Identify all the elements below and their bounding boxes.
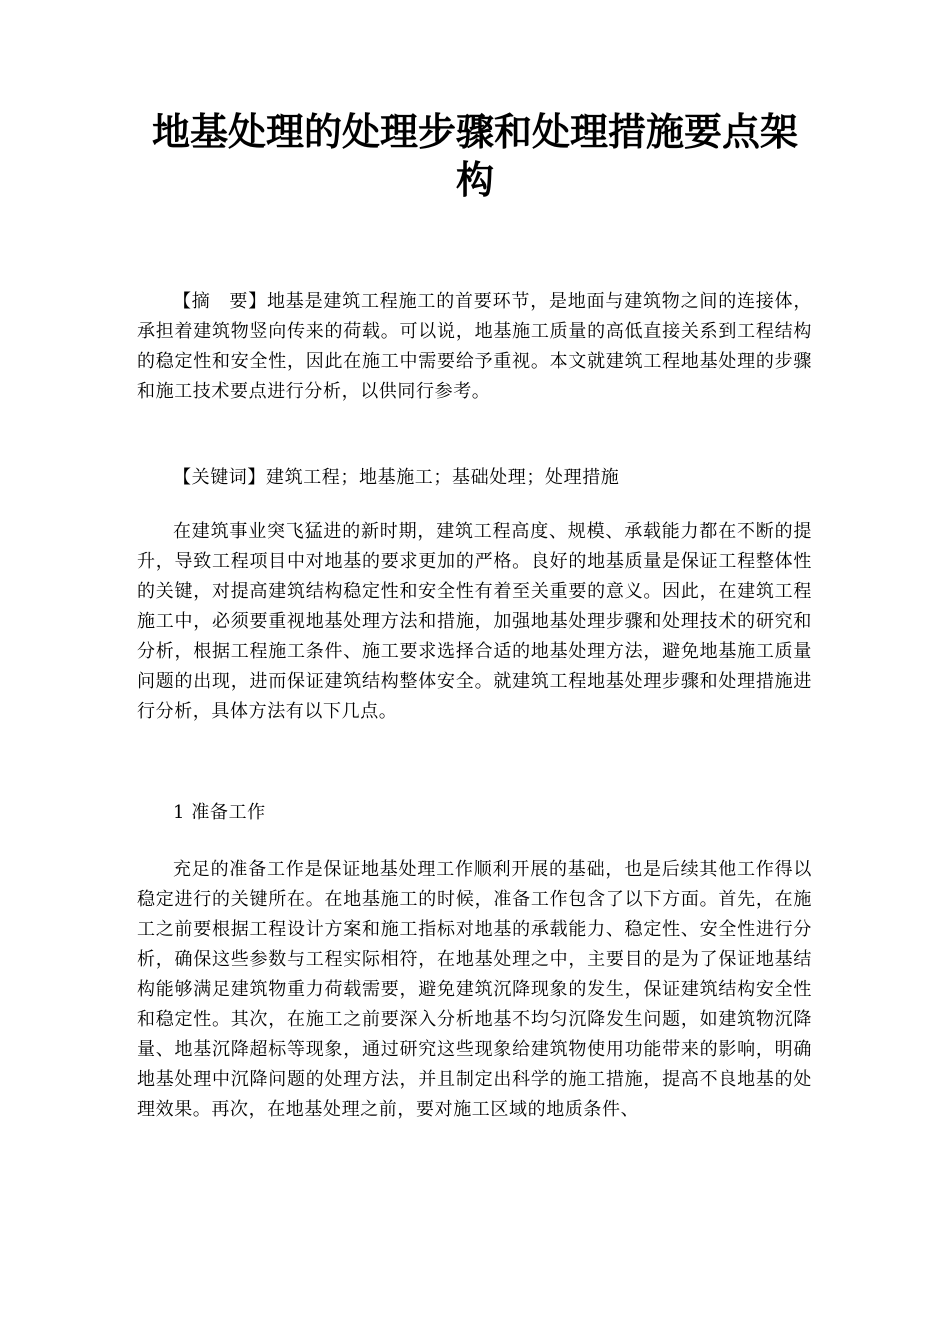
section-heading-1: 1 准备工作 [173,802,266,823]
keywords-text: 建筑工程；地基施工；基础处理；处理措施 [266,467,620,488]
document-title-line-1: 地基处理的处理步骤和处理措施要点架 [151,110,798,154]
keywords-paragraph [137,463,812,493]
keywords-label: 【关键词】 [173,467,266,488]
abstract-label: 【摘 要】 [173,291,267,312]
abstract-text: 地基是建筑工程施工的首要环节，是地面与建筑物之间的连接体，承担着建筑物竖向传来的荷载。可以说，地基施工质量的高低直接关系到工程结构的稳定性和安全性，因此在施工中需要给予重视。本文就建筑工程地基处理的步骤和施工技术要点进行分析，以供同行参考。 [137,291,812,402]
abstract-paragraph [137,287,812,407]
intro-paragraph: 在建筑事业突飞猛进的新时期，建筑工程高度、规模、承载能力都在不断的提升，导致工程项目中对地基的要求更加的严格。良好的地基质量是保证工程整体性的关键，对提高建筑结构稳定性和安全性有着至关重要的意义。因此，在建筑工程施工中，必须要重视地基处理方法和措施，加强地基处理步骤和处理技术的研究和分析，根据工程施工条件、施工要求选择合适的地基处理方法，避免地基施工质量问题的出现，进而保证建筑结构整体安全。就建筑工程地基处理步骤和处理措施进行分析，具体方法有以下几点。 [137,521,812,722]
section-1-paragraph: 充足的准备工作是保证地基处理工作顺利开展的基础，也是后续其他工作得以稳定进行的关键所在。在地基施工的时候，准备工作包含了以下方面。首先，在施工之前要根据工程设计方案和施工指标对地基的承载能力、稳定性、安全性进行分析，确保这些参数与工程实际相符，在地基处理之中，主要目的是为了保证地基结构能够满足建筑物重力荷载需要，避免建筑沉降现象的发生，保证建筑结构安全性和稳定性。其次，在施工之前要深入分析地基不均匀沉降发生问题，如建筑物沉降量、地基沉降超标等现象，通过研究这些现象给建筑物使用功能带来的影响，明确地基处理中沉降问题的处理方法，并且制定出科学的施工措施，提高不良地基的处理效果。再次，在地基处理之前，要对施工区域的地质条件、 [137,859,812,1120]
document-title-line-2: 构 [455,158,494,202]
